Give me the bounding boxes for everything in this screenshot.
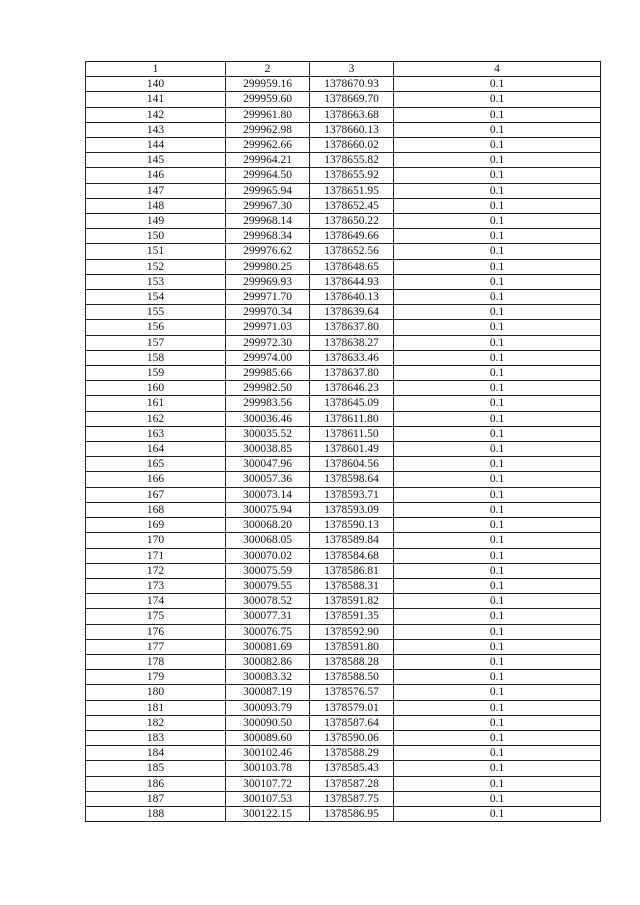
cell-value: 0.1: [394, 654, 601, 669]
cell-point-number: 175: [86, 609, 226, 624]
cell-x-coordinate: 300075.94: [226, 502, 310, 517]
cell-point-number: 150: [86, 229, 226, 244]
table-row: [86, 92, 601, 107]
cell-value: 0.1: [394, 594, 601, 609]
cell-x-coordinate: 300075.59: [226, 563, 310, 578]
cell-y-coordinate: 1378593.71: [310, 487, 394, 502]
table-row: [86, 670, 601, 685]
cell-value: 0.1: [394, 791, 601, 806]
cell-point-number: 174: [86, 594, 226, 609]
cell-y-coordinate: 1378655.92: [310, 168, 394, 183]
cell-point-number: 172: [86, 563, 226, 578]
table-row: [86, 244, 601, 259]
cell-x-coordinate: 300057.36: [226, 472, 310, 487]
table-row: [86, 700, 601, 715]
cell-point-number: 147: [86, 183, 226, 198]
cell-x-coordinate: 299971.03: [226, 320, 310, 335]
column-header-4: 4: [394, 62, 601, 77]
cell-x-coordinate: 299965.94: [226, 183, 310, 198]
cell-x-coordinate: 300079.55: [226, 578, 310, 593]
cell-value: 0.1: [394, 548, 601, 563]
cell-y-coordinate: 1378648.65: [310, 259, 394, 274]
cell-y-coordinate: 1378584.68: [310, 548, 394, 563]
cell-y-coordinate: 1378587.28: [310, 776, 394, 791]
cell-point-number: 141: [86, 92, 226, 107]
cell-y-coordinate: 1378660.02: [310, 138, 394, 153]
cell-point-number: 187: [86, 791, 226, 806]
cell-point-number: 179: [86, 670, 226, 685]
cell-point-number: 149: [86, 214, 226, 229]
cell-point-number: 161: [86, 396, 226, 411]
table-row: [86, 290, 601, 305]
cell-value: 0.1: [394, 396, 601, 411]
cell-point-number: 144: [86, 138, 226, 153]
cell-point-number: 157: [86, 335, 226, 350]
cell-point-number: 158: [86, 350, 226, 365]
table-row: [86, 502, 601, 517]
cell-point-number: 159: [86, 366, 226, 381]
table-row: [86, 730, 601, 745]
cell-x-coordinate: 299969.93: [226, 274, 310, 289]
cell-y-coordinate: 1378576.57: [310, 685, 394, 700]
column-header-2: 2: [226, 62, 310, 77]
cell-point-number: 170: [86, 533, 226, 548]
cell-value: 0.1: [394, 381, 601, 396]
cell-value: 0.1: [394, 639, 601, 654]
table-row: [86, 274, 601, 289]
cell-y-coordinate: 1378655.82: [310, 153, 394, 168]
cell-value: 0.1: [394, 746, 601, 761]
cell-y-coordinate: 1378652.56: [310, 244, 394, 259]
table-body: [86, 77, 601, 822]
table-row: [86, 639, 601, 654]
cell-y-coordinate: 1378579.01: [310, 700, 394, 715]
cell-point-number: 155: [86, 305, 226, 320]
cell-y-coordinate: 1378645.09: [310, 396, 394, 411]
cell-value: 0.1: [394, 411, 601, 426]
table-row: [86, 563, 601, 578]
cell-x-coordinate: 299959.60: [226, 92, 310, 107]
cell-value: 0.1: [394, 350, 601, 365]
cell-x-coordinate: 299974.00: [226, 350, 310, 365]
cell-value: 0.1: [394, 214, 601, 229]
table-header: [86, 62, 601, 77]
table-row: [86, 320, 601, 335]
cell-x-coordinate: 300047.96: [226, 457, 310, 472]
cell-x-coordinate: 300076.75: [226, 624, 310, 639]
table-row: [86, 305, 601, 320]
column-header-3: 3: [310, 62, 394, 77]
cell-x-coordinate: 299967.30: [226, 198, 310, 213]
table-row: [86, 761, 601, 776]
cell-point-number: 162: [86, 411, 226, 426]
cell-x-coordinate: 299972.30: [226, 335, 310, 350]
cell-value: 0.1: [394, 776, 601, 791]
table-row: [86, 122, 601, 137]
cell-x-coordinate: 300077.31: [226, 609, 310, 624]
cell-x-coordinate: 299971.70: [226, 290, 310, 305]
table-row: [86, 350, 601, 365]
cell-y-coordinate: 1378639.64: [310, 305, 394, 320]
table-row: [86, 259, 601, 274]
table-row: [86, 594, 601, 609]
cell-value: 0.1: [394, 442, 601, 457]
cell-value: 0.1: [394, 366, 601, 381]
cell-value: 0.1: [394, 244, 601, 259]
cell-x-coordinate: 299968.14: [226, 214, 310, 229]
cell-x-coordinate: 300082.86: [226, 654, 310, 669]
table-row: [86, 791, 601, 806]
cell-x-coordinate: 299964.50: [226, 168, 310, 183]
cell-x-coordinate: 299980.25: [226, 259, 310, 274]
cell-y-coordinate: 1378633.46: [310, 350, 394, 365]
cell-x-coordinate: 299964.21: [226, 153, 310, 168]
cell-value: 0.1: [394, 502, 601, 517]
cell-y-coordinate: 1378588.31: [310, 578, 394, 593]
cell-x-coordinate: 299962.66: [226, 138, 310, 153]
table-row: [86, 411, 601, 426]
cell-value: 0.1: [394, 609, 601, 624]
cell-y-coordinate: 1378591.35: [310, 609, 394, 624]
table-row: [86, 77, 601, 92]
cell-value: 0.1: [394, 685, 601, 700]
cell-point-number: 160: [86, 381, 226, 396]
cell-y-coordinate: 1378644.93: [310, 274, 394, 289]
cell-value: 0.1: [394, 122, 601, 137]
cell-point-number: 167: [86, 487, 226, 502]
cell-point-number: 188: [86, 806, 226, 821]
table-row: [86, 198, 601, 213]
cell-value: 0.1: [394, 624, 601, 639]
cell-value: 0.1: [394, 153, 601, 168]
cell-value: 0.1: [394, 107, 601, 122]
cell-x-coordinate: 300070.02: [226, 548, 310, 563]
cell-point-number: 182: [86, 715, 226, 730]
cell-point-number: 168: [86, 502, 226, 517]
cell-y-coordinate: 1378591.80: [310, 639, 394, 654]
cell-y-coordinate: 1378650.22: [310, 214, 394, 229]
cell-value: 0.1: [394, 138, 601, 153]
cell-x-coordinate: 299959.16: [226, 77, 310, 92]
cell-y-coordinate: 1378652.45: [310, 198, 394, 213]
cell-value: 0.1: [394, 472, 601, 487]
cell-x-coordinate: 300089.60: [226, 730, 310, 745]
cell-y-coordinate: 1378663.68: [310, 107, 394, 122]
cell-point-number: 164: [86, 442, 226, 457]
cell-y-coordinate: 1378604.56: [310, 457, 394, 472]
cell-y-coordinate: 1378593.09: [310, 502, 394, 517]
cell-x-coordinate: 300035.52: [226, 426, 310, 441]
cell-y-coordinate: 1378611.50: [310, 426, 394, 441]
cell-x-coordinate: 300103.78: [226, 761, 310, 776]
table-row: [86, 518, 601, 533]
cell-point-number: 178: [86, 654, 226, 669]
cell-value: 0.1: [394, 229, 601, 244]
cell-y-coordinate: 1378598.64: [310, 472, 394, 487]
cell-y-coordinate: 1378586.95: [310, 806, 394, 821]
cell-x-coordinate: 300090.50: [226, 715, 310, 730]
cell-point-number: 145: [86, 153, 226, 168]
cell-value: 0.1: [394, 335, 601, 350]
cell-value: 0.1: [394, 806, 601, 821]
table-row: [86, 746, 601, 761]
cell-y-coordinate: 1378591.82: [310, 594, 394, 609]
cell-y-coordinate: 1378585.43: [310, 761, 394, 776]
cell-y-coordinate: 1378592.90: [310, 624, 394, 639]
cell-point-number: 154: [86, 290, 226, 305]
cell-point-number: 151: [86, 244, 226, 259]
cell-value: 0.1: [394, 426, 601, 441]
cell-point-number: 185: [86, 761, 226, 776]
table-row: [86, 138, 601, 153]
table-row: [86, 609, 601, 624]
cell-x-coordinate: 300078.52: [226, 594, 310, 609]
cell-value: 0.1: [394, 183, 601, 198]
table-row: [86, 715, 601, 730]
cell-value: 0.1: [394, 578, 601, 593]
cell-point-number: 153: [86, 274, 226, 289]
cell-x-coordinate: 299962.98: [226, 122, 310, 137]
cell-value: 0.1: [394, 305, 601, 320]
table-row: [86, 366, 601, 381]
cell-x-coordinate: 300036.46: [226, 411, 310, 426]
cell-point-number: 156: [86, 320, 226, 335]
cell-value: 0.1: [394, 487, 601, 502]
cell-y-coordinate: 1378588.50: [310, 670, 394, 685]
cell-x-coordinate: 299976.62: [226, 244, 310, 259]
cell-value: 0.1: [394, 518, 601, 533]
table-row: [86, 426, 601, 441]
table-row: [86, 487, 601, 502]
cell-value: 0.1: [394, 563, 601, 578]
cell-y-coordinate: 1378637.80: [310, 320, 394, 335]
table-row: [86, 229, 601, 244]
cell-x-coordinate: 300093.79: [226, 700, 310, 715]
cell-point-number: 146: [86, 168, 226, 183]
column-header-1: 1: [86, 62, 226, 77]
cell-y-coordinate: 1378640.13: [310, 290, 394, 305]
cell-y-coordinate: 1378646.23: [310, 381, 394, 396]
cell-point-number: 148: [86, 198, 226, 213]
cell-value: 0.1: [394, 198, 601, 213]
cell-point-number: 173: [86, 578, 226, 593]
table-row: [86, 396, 601, 411]
cell-value: 0.1: [394, 168, 601, 183]
cell-point-number: 152: [86, 259, 226, 274]
cell-y-coordinate: 1378589.84: [310, 533, 394, 548]
cell-y-coordinate: 1378649.66: [310, 229, 394, 244]
cell-x-coordinate: 300107.53: [226, 791, 310, 806]
cell-point-number: 184: [86, 746, 226, 761]
cell-value: 0.1: [394, 290, 601, 305]
cell-x-coordinate: 299985.66: [226, 366, 310, 381]
cell-point-number: 166: [86, 472, 226, 487]
table-row: [86, 335, 601, 350]
table-row: [86, 776, 601, 791]
cell-x-coordinate: 299982.50: [226, 381, 310, 396]
cell-y-coordinate: 1378651.95: [310, 183, 394, 198]
cell-y-coordinate: 1378638.27: [310, 335, 394, 350]
cell-point-number: 181: [86, 700, 226, 715]
cell-x-coordinate: 299983.56: [226, 396, 310, 411]
table-row: [86, 806, 601, 821]
cell-y-coordinate: 1378587.64: [310, 715, 394, 730]
cell-x-coordinate: 299968.34: [226, 229, 310, 244]
cell-value: 0.1: [394, 715, 601, 730]
cell-y-coordinate: 1378588.28: [310, 654, 394, 669]
table-row: [86, 654, 601, 669]
cell-y-coordinate: 1378611.80: [310, 411, 394, 426]
cell-value: 0.1: [394, 533, 601, 548]
cell-y-coordinate: 1378637.80: [310, 366, 394, 381]
table-row: [86, 685, 601, 700]
cell-x-coordinate: 300102.46: [226, 746, 310, 761]
cell-value: 0.1: [394, 670, 601, 685]
cell-y-coordinate: 1378587.75: [310, 791, 394, 806]
cell-x-coordinate: 300073.14: [226, 487, 310, 502]
cell-point-number: 142: [86, 107, 226, 122]
cell-y-coordinate: 1378669.70: [310, 92, 394, 107]
table-row: [86, 153, 601, 168]
cell-y-coordinate: 1378660.13: [310, 122, 394, 137]
cell-value: 0.1: [394, 320, 601, 335]
cell-x-coordinate: 300107.72: [226, 776, 310, 791]
cell-x-coordinate: 300081.69: [226, 639, 310, 654]
table-row: [86, 578, 601, 593]
cell-point-number: 171: [86, 548, 226, 563]
cell-point-number: 140: [86, 77, 226, 92]
cell-x-coordinate: 300038.85: [226, 442, 310, 457]
coordinates-table: [85, 61, 601, 822]
cell-point-number: 163: [86, 426, 226, 441]
cell-point-number: 165: [86, 457, 226, 472]
cell-x-coordinate: 300083.32: [226, 670, 310, 685]
cell-point-number: 183: [86, 730, 226, 745]
table-row: [86, 442, 601, 457]
header-row: [86, 62, 601, 77]
coordinates-table-container: [85, 61, 600, 822]
cell-x-coordinate: 300122.15: [226, 806, 310, 821]
cell-point-number: 186: [86, 776, 226, 791]
table-row: [86, 381, 601, 396]
cell-x-coordinate: 299970.34: [226, 305, 310, 320]
cell-y-coordinate: 1378601.49: [310, 442, 394, 457]
table-row: [86, 548, 601, 563]
cell-point-number: 177: [86, 639, 226, 654]
table-row: [86, 183, 601, 198]
cell-value: 0.1: [394, 700, 601, 715]
cell-point-number: 143: [86, 122, 226, 137]
table-row: [86, 472, 601, 487]
cell-x-coordinate: 299961.80: [226, 107, 310, 122]
cell-y-coordinate: 1378586.81: [310, 563, 394, 578]
cell-value: 0.1: [394, 457, 601, 472]
table-row: [86, 533, 601, 548]
cell-point-number: 169: [86, 518, 226, 533]
cell-value: 0.1: [394, 259, 601, 274]
table-row: [86, 168, 601, 183]
cell-value: 0.1: [394, 730, 601, 745]
table-row: [86, 107, 601, 122]
cell-value: 0.1: [394, 274, 601, 289]
cell-point-number: 176: [86, 624, 226, 639]
cell-y-coordinate: 1378590.06: [310, 730, 394, 745]
table-row: [86, 457, 601, 472]
cell-x-coordinate: 300068.05: [226, 533, 310, 548]
table-row: [86, 624, 601, 639]
cell-value: 0.1: [394, 77, 601, 92]
cell-x-coordinate: 300068.20: [226, 518, 310, 533]
cell-y-coordinate: 1378588.29: [310, 746, 394, 761]
cell-value: 0.1: [394, 761, 601, 776]
cell-y-coordinate: 1378590.13: [310, 518, 394, 533]
cell-point-number: 180: [86, 685, 226, 700]
cell-value: 0.1: [394, 92, 601, 107]
table-row: [86, 214, 601, 229]
cell-x-coordinate: 300087.19: [226, 685, 310, 700]
cell-y-coordinate: 1378670.93: [310, 77, 394, 92]
